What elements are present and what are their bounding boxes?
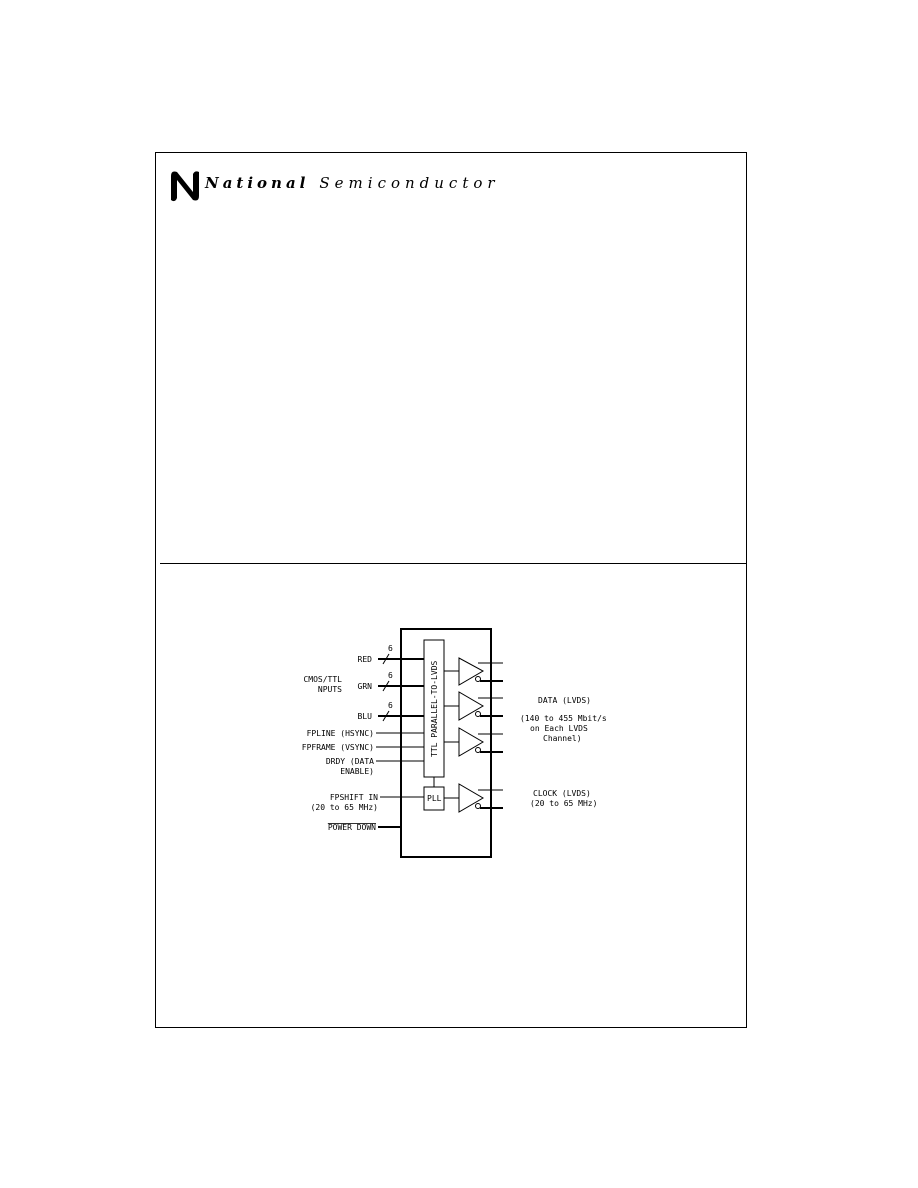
pll-label: PLL [427,794,442,803]
cmos-ttl-label-2: NPUTS [317,685,342,694]
data-output-label-1: DATA (LVDS) [538,696,591,705]
blu-label: BLU [357,712,372,721]
red-label: RED [357,655,372,664]
data-output-label-2: (140 to 455 Mbit/s [520,714,607,723]
clock-output-label-1: CLOCK (LVDS) [533,789,591,798]
cmos-ttl-label-1: CMOS/TTL [303,675,342,684]
bus-width-blu: 6 [388,701,393,710]
grn-label: GRN [357,682,372,691]
power-down-label: POWER DOWN [327,823,376,832]
drdy-label-1: DRDY (DATA [325,757,374,766]
data-buffer-1 [444,658,503,685]
fpshift-label-1: FPSHIFT IN [329,793,378,802]
fpframe-label: FPFRAME (VSYNC) [301,743,374,752]
data-output-label-3: on Each LVDS [530,724,588,733]
data-buffer-2 [444,692,503,720]
brand-name-bold: National [205,174,310,192]
fpshift-label-2: (20 to 65 MHz) [310,803,378,812]
data-buffer-3 [444,728,503,756]
data-output-label-4: Channel) [543,734,582,743]
clock-buffer [444,784,503,812]
brand-name-rest: Semiconductor [319,174,500,192]
drdy-label-2: ENABLE) [340,767,374,776]
bus-width-red: 6 [388,644,393,653]
bus-width-grn: 6 [388,671,393,680]
serializer-label: TTL PARALLEL-TO-LVDS [430,660,439,757]
fpline-label: FPLINE (HSYNC) [306,729,374,738]
clock-output-label-2: (20 to 65 MHz) [530,799,598,808]
